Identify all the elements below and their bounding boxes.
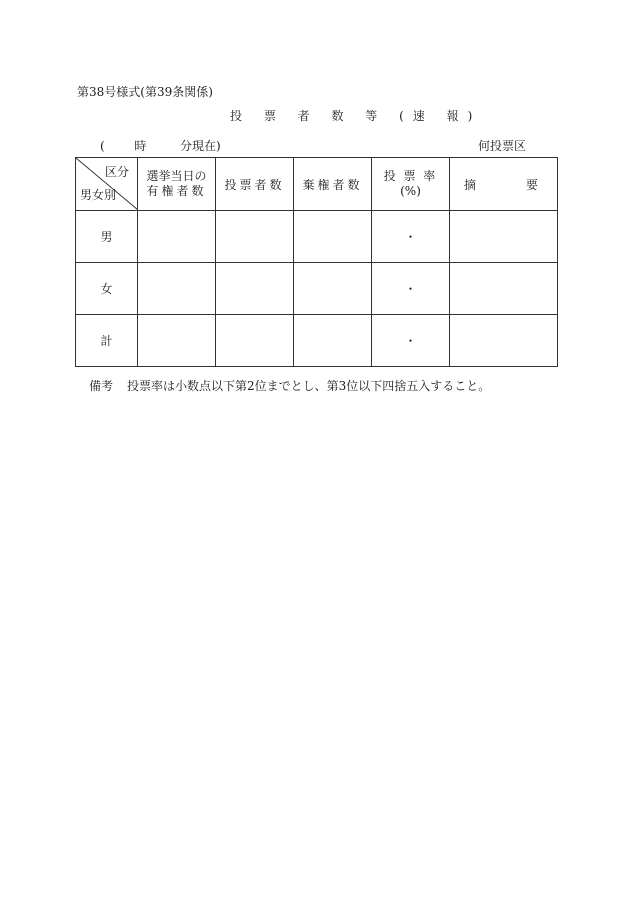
cell-remarks[interactable] — [450, 211, 558, 263]
cell-eligible[interactable] — [138, 315, 216, 367]
voter-count-table — [75, 157, 558, 367]
cell-turnout-rate[interactable]: ・ — [372, 315, 450, 367]
corner-cell — [76, 158, 138, 211]
row-label-female: 女 — [76, 263, 138, 315]
table-row — [76, 315, 558, 367]
form-number: 第38号様式(第39条関係) — [77, 85, 213, 99]
table-header-row — [76, 158, 558, 211]
cell-voters[interactable] — [216, 211, 294, 263]
row-label-male: 男 — [76, 211, 138, 263]
header-remarks: 摘 要 — [450, 158, 558, 211]
header-eligible-voters: 選挙当日の 有権者数 — [138, 158, 216, 211]
corner-gender-label: 男女別 — [80, 188, 117, 202]
header-turnout-rate: 投 票 率 (%) — [372, 158, 450, 211]
document-title: 投 票 者 数 等 (速 報) — [230, 109, 482, 123]
note-text: 投票率は小数点以下第2位までとし、第3位以下四捨五入すること。 — [127, 379, 491, 393]
table-row — [76, 263, 558, 315]
corner-category-label: 区分 — [104, 165, 129, 179]
cell-eligible[interactable] — [138, 263, 216, 315]
cell-abstainers[interactable] — [294, 211, 372, 263]
header-voters: 投票者数 — [216, 158, 294, 211]
cell-abstainers[interactable] — [294, 315, 372, 367]
header-abstainers: 棄権者数 — [294, 158, 372, 211]
cell-remarks[interactable] — [450, 315, 558, 367]
cell-abstainers[interactable] — [294, 263, 372, 315]
cell-voters[interactable] — [216, 315, 294, 367]
time-as-of — [100, 137, 221, 154]
cell-turnout-rate[interactable]: ・ — [372, 211, 450, 263]
cell-voters[interactable] — [216, 263, 294, 315]
note-label: 備考 — [89, 379, 114, 393]
polling-district: 何投票区 — [478, 139, 527, 153]
time-open-paren: ( — [100, 139, 105, 153]
time-minute-label: 分現在) — [180, 139, 221, 153]
cell-remarks[interactable] — [450, 263, 558, 315]
table-row — [76, 211, 558, 263]
cell-eligible[interactable] — [138, 211, 216, 263]
cell-turnout-rate[interactable]: ・ — [372, 263, 450, 315]
note — [89, 377, 490, 394]
row-label-total: 計 — [76, 315, 138, 367]
time-hour-label: 時 — [134, 139, 147, 153]
